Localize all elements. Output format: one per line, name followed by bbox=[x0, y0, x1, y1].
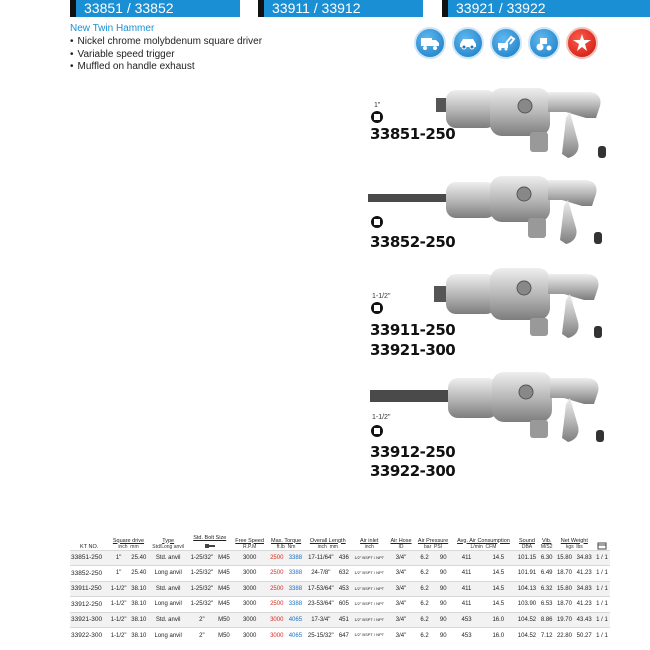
spec-cell: 6.2 bbox=[414, 628, 434, 644]
spec-cell: 411 bbox=[452, 581, 482, 597]
spec-cell: 103.90 bbox=[515, 597, 539, 613]
model-cell: 33851-250 bbox=[70, 550, 108, 566]
spec-cell: 90 bbox=[435, 628, 452, 644]
new-badge-icon bbox=[566, 27, 598, 59]
spec-cell: 38.10 bbox=[129, 581, 149, 597]
square-drive-icon bbox=[371, 216, 383, 228]
spec-cell: 1" bbox=[108, 566, 129, 582]
spec-cell: 90 bbox=[435, 597, 452, 613]
spec-cell: 3000 bbox=[232, 597, 268, 613]
spec-cell: 14.5 bbox=[481, 566, 515, 582]
col-air-pressure: Air Pressure bar PSI bbox=[417, 537, 449, 550]
col-vib: Vib. M/S2 bbox=[540, 537, 553, 550]
product-code: 33851-250 bbox=[370, 125, 456, 143]
col-bolt-size: Std. Bolt Size bbox=[188, 510, 232, 550]
col-square-drive: Square drive inch mm bbox=[112, 537, 145, 550]
spec-cell: 15.80 bbox=[555, 581, 575, 597]
spec-cell: 411 bbox=[452, 566, 482, 582]
spec-cell: 3/4" bbox=[388, 612, 415, 628]
square-drive-icon bbox=[371, 425, 383, 437]
spec-cell: 25.40 bbox=[129, 550, 149, 566]
spec-cell: 4065 bbox=[286, 628, 305, 644]
col-free-speed: Free Speed R.P.M bbox=[235, 537, 265, 550]
spec-cell: 3000 bbox=[267, 628, 286, 644]
feature-item: • Variable speed trigger bbox=[70, 49, 262, 62]
spec-cell: 632 bbox=[337, 566, 351, 582]
spec-cell: 43.43 bbox=[574, 612, 594, 628]
spec-cell: 41.23 bbox=[574, 597, 594, 613]
spec-cell: 3388 bbox=[286, 550, 305, 566]
spec-cell: 34.83 bbox=[574, 550, 594, 566]
table-row bbox=[70, 581, 610, 597]
spec-cell: 90 bbox=[435, 566, 452, 582]
spec-cell: 453 bbox=[337, 581, 351, 597]
spec-cell: 1" bbox=[108, 550, 129, 566]
spec-cell: 1/2" BSPT / NPT bbox=[351, 612, 388, 628]
spec-cell: 1 / 1 bbox=[594, 597, 610, 613]
col-packing bbox=[594, 510, 610, 550]
spec-cell: 2" bbox=[188, 628, 216, 644]
spec-cell: 23-53/64" bbox=[305, 597, 337, 613]
spec-cell: 34.83 bbox=[574, 581, 594, 597]
car-icon bbox=[452, 27, 484, 59]
model-cell: 33922-300 bbox=[70, 628, 108, 644]
col-overall-length: Overall Length inch mm bbox=[309, 537, 346, 550]
table-row bbox=[70, 566, 610, 582]
spec-cell: 6.32 bbox=[539, 581, 555, 597]
spec-cell: 90 bbox=[435, 550, 452, 566]
spec-cell: 605 bbox=[337, 597, 351, 613]
spec-cell: Long anvil bbox=[149, 566, 188, 582]
spec-cell: 18.70 bbox=[555, 597, 575, 613]
model-cell: 33852-250 bbox=[70, 566, 108, 582]
spec-cell: 18.70 bbox=[555, 566, 575, 582]
spec-cell: 1/2" BSPT / NPT bbox=[351, 581, 388, 597]
spec-cell: 3000 bbox=[267, 612, 286, 628]
spec-cell: M50 bbox=[216, 612, 232, 628]
spec-cell: 1/2" BSPT / NPT bbox=[351, 628, 388, 644]
col-air-consumption: Avg. Air Consumption L/min CFM bbox=[457, 537, 510, 550]
drive-size-label: 1-1/2" bbox=[372, 293, 391, 300]
table-header-row bbox=[70, 510, 610, 550]
spec-cell: 6.30 bbox=[539, 550, 555, 566]
spec-cell: 17-53/64" bbox=[305, 581, 337, 597]
spec-cell: 4065 bbox=[286, 612, 305, 628]
spec-cell: 17-3/4" bbox=[305, 612, 337, 628]
spec-cell: 3/4" bbox=[388, 566, 415, 582]
spec-cell: 14.5 bbox=[481, 550, 515, 566]
spec-table bbox=[70, 510, 610, 643]
model-cell: 33911-250 bbox=[70, 581, 108, 597]
spec-cell: 90 bbox=[435, 581, 452, 597]
spec-cell: 411 bbox=[452, 597, 482, 613]
spec-cell: 104.52 bbox=[515, 612, 539, 628]
spec-cell: 1 / 1 bbox=[594, 612, 610, 628]
spec-cell: 1-25/32" bbox=[188, 550, 216, 566]
spec-cell: 2500 bbox=[267, 597, 286, 613]
spec-cell: 7.12 bbox=[539, 628, 555, 644]
spec-cell: 453 bbox=[452, 628, 482, 644]
spec-cell: M50 bbox=[216, 628, 232, 644]
col-type: Type Std/Long anvil bbox=[152, 537, 184, 550]
spec-cell: M45 bbox=[216, 581, 232, 597]
feature-list bbox=[70, 36, 262, 74]
spec-cell: 2500 bbox=[267, 566, 286, 582]
spec-cell: 3/4" bbox=[388, 581, 415, 597]
construction-icon bbox=[490, 27, 522, 59]
spec-cell: 2500 bbox=[267, 550, 286, 566]
spec-cell: 3388 bbox=[286, 581, 305, 597]
bolt-icon bbox=[205, 542, 215, 550]
spec-cell: 25-15/32" bbox=[305, 628, 337, 644]
spec-cell: 1 / 1 bbox=[594, 566, 610, 582]
col-net-weight: Net Weight kgs lbs bbox=[560, 537, 588, 550]
spec-cell: 1/2" BSPT / NPT bbox=[351, 550, 388, 566]
col-max-torque: Max. Torque ft.lb Nm bbox=[270, 537, 302, 550]
table-row bbox=[70, 597, 610, 613]
spec-cell: 451 bbox=[337, 612, 351, 628]
spec-cell: 8.86 bbox=[539, 612, 555, 628]
product-code: 33911-250 bbox=[370, 321, 456, 339]
spec-cell: M45 bbox=[216, 566, 232, 582]
spec-cell: 3388 bbox=[286, 597, 305, 613]
spec-cell: 6.49 bbox=[539, 566, 555, 582]
spec-cell: 104.13 bbox=[515, 581, 539, 597]
square-drive-icon bbox=[371, 111, 383, 123]
drive-size-label: 1-1/2" bbox=[372, 414, 391, 421]
col-sound: Sound DBA bbox=[519, 537, 535, 550]
spec-cell: 1 / 1 bbox=[594, 581, 610, 597]
model-cell: 33912-250 bbox=[70, 597, 108, 613]
spec-cell: M45 bbox=[216, 597, 232, 613]
spec-cell: 2" bbox=[188, 612, 216, 628]
spec-cell: 38.10 bbox=[129, 628, 149, 644]
spec-cell: 1-1/2" bbox=[108, 612, 129, 628]
spec-cell: 6.2 bbox=[414, 566, 434, 582]
spec-cell: 3/4" bbox=[388, 597, 415, 613]
spec-cell: 453 bbox=[452, 612, 482, 628]
spec-cell: 14.5 bbox=[481, 581, 515, 597]
spec-cell: 90 bbox=[435, 612, 452, 628]
spec-cell: 3000 bbox=[232, 550, 268, 566]
spec-cell: 24-7/8" bbox=[305, 566, 337, 582]
spec-cell: 2500 bbox=[267, 581, 286, 597]
spec-cell: 22.80 bbox=[555, 628, 575, 644]
spec-cell: 1-25/32" bbox=[188, 597, 216, 613]
application-icons bbox=[414, 27, 598, 59]
spec-cell: 25.40 bbox=[129, 566, 149, 582]
tab-33851-33852: 33851 / 33852 bbox=[70, 0, 240, 17]
feature-item: • Muffled on handle exhaust bbox=[70, 61, 262, 74]
spec-cell: 6.2 bbox=[414, 581, 434, 597]
spec-cell: Long anvil bbox=[149, 597, 188, 613]
model-cell: 33921-300 bbox=[70, 612, 108, 628]
product-subtitle: New Twin Hammer bbox=[70, 23, 155, 34]
spec-cell: 6.2 bbox=[414, 597, 434, 613]
table-row bbox=[70, 628, 610, 644]
box-icon bbox=[597, 542, 607, 550]
spec-cell: 17-11/64" bbox=[305, 550, 337, 566]
truck-icon bbox=[414, 27, 446, 59]
spec-cell: 3000 bbox=[232, 628, 268, 644]
spec-cell: 1-1/2" bbox=[108, 628, 129, 644]
col-air-hose: Air Hose ID bbox=[390, 537, 412, 550]
spec-cell: 1/2" BSPT / NPT bbox=[351, 566, 388, 582]
col-air-inlet: Air inlet inch bbox=[360, 537, 379, 550]
spec-cell: 16.0 bbox=[481, 612, 515, 628]
spec-cell: 104.52 bbox=[515, 628, 539, 644]
spec-cell: 1 / 1 bbox=[594, 550, 610, 566]
spec-cell: 1/2" BSPT / NPT bbox=[351, 597, 388, 613]
spec-cell: 436 bbox=[337, 550, 351, 566]
product-code: 33921-300 bbox=[370, 341, 456, 359]
spec-cell: 411 bbox=[452, 550, 482, 566]
spec-cell: 1-1/2" bbox=[108, 581, 129, 597]
spec-cell: 16.0 bbox=[481, 628, 515, 644]
spec-cell: Std. anvil bbox=[149, 581, 188, 597]
spec-cell: 19.70 bbox=[555, 612, 575, 628]
spec-cell: 101.15 bbox=[515, 550, 539, 566]
col-model: KT NO. bbox=[80, 543, 99, 550]
table-row bbox=[70, 550, 610, 566]
drive-size-label: 1" bbox=[374, 102, 381, 109]
spec-cell: 38.10 bbox=[129, 597, 149, 613]
spec-cell: 1-25/32" bbox=[188, 581, 216, 597]
spec-cell: 1-1/2" bbox=[108, 597, 129, 613]
tractor-icon bbox=[528, 27, 560, 59]
tab-33921-33922: 33921 / 33922 bbox=[442, 0, 650, 17]
spec-cell: 647 bbox=[337, 628, 351, 644]
spec-cell: 6.53 bbox=[539, 597, 555, 613]
spec-cell: Long anvil bbox=[149, 628, 188, 644]
spec-cell: 6.2 bbox=[414, 612, 434, 628]
spec-cell: 1 / 1 bbox=[594, 628, 610, 644]
table-row bbox=[70, 612, 610, 628]
spec-cell: 101.91 bbox=[515, 566, 539, 582]
spec-cell: Std. anvil bbox=[149, 550, 188, 566]
spec-cell: 1-25/32" bbox=[188, 566, 216, 582]
square-drive-icon bbox=[371, 302, 383, 314]
spec-cell: 6.2 bbox=[414, 550, 434, 566]
product-code: 33922-300 bbox=[370, 462, 456, 480]
spec-cell: 3000 bbox=[232, 581, 268, 597]
spec-cell: 50.27 bbox=[574, 628, 594, 644]
spec-cell: 3/4" bbox=[388, 550, 415, 566]
spec-cell: 3/4" bbox=[388, 628, 415, 644]
spec-cell: 38.10 bbox=[129, 612, 149, 628]
feature-item: • Nickel chrome molybdenum square driver bbox=[70, 36, 262, 49]
impact-wrench-image bbox=[430, 86, 610, 171]
product-code: 33852-250 bbox=[370, 233, 456, 251]
tab-33911-33912: 33911 / 33912 bbox=[258, 0, 423, 17]
spec-cell: 14.5 bbox=[481, 597, 515, 613]
spec-cell: Std. anvil bbox=[149, 612, 188, 628]
spec-cell: 3000 bbox=[232, 566, 268, 582]
spec-cell: 41.23 bbox=[574, 566, 594, 582]
spec-cell: 3000 bbox=[232, 612, 268, 628]
spec-cell: 15.80 bbox=[555, 550, 575, 566]
spec-cell: M45 bbox=[216, 550, 232, 566]
spec-cell: 3388 bbox=[286, 566, 305, 582]
product-code: 33912-250 bbox=[370, 443, 456, 461]
